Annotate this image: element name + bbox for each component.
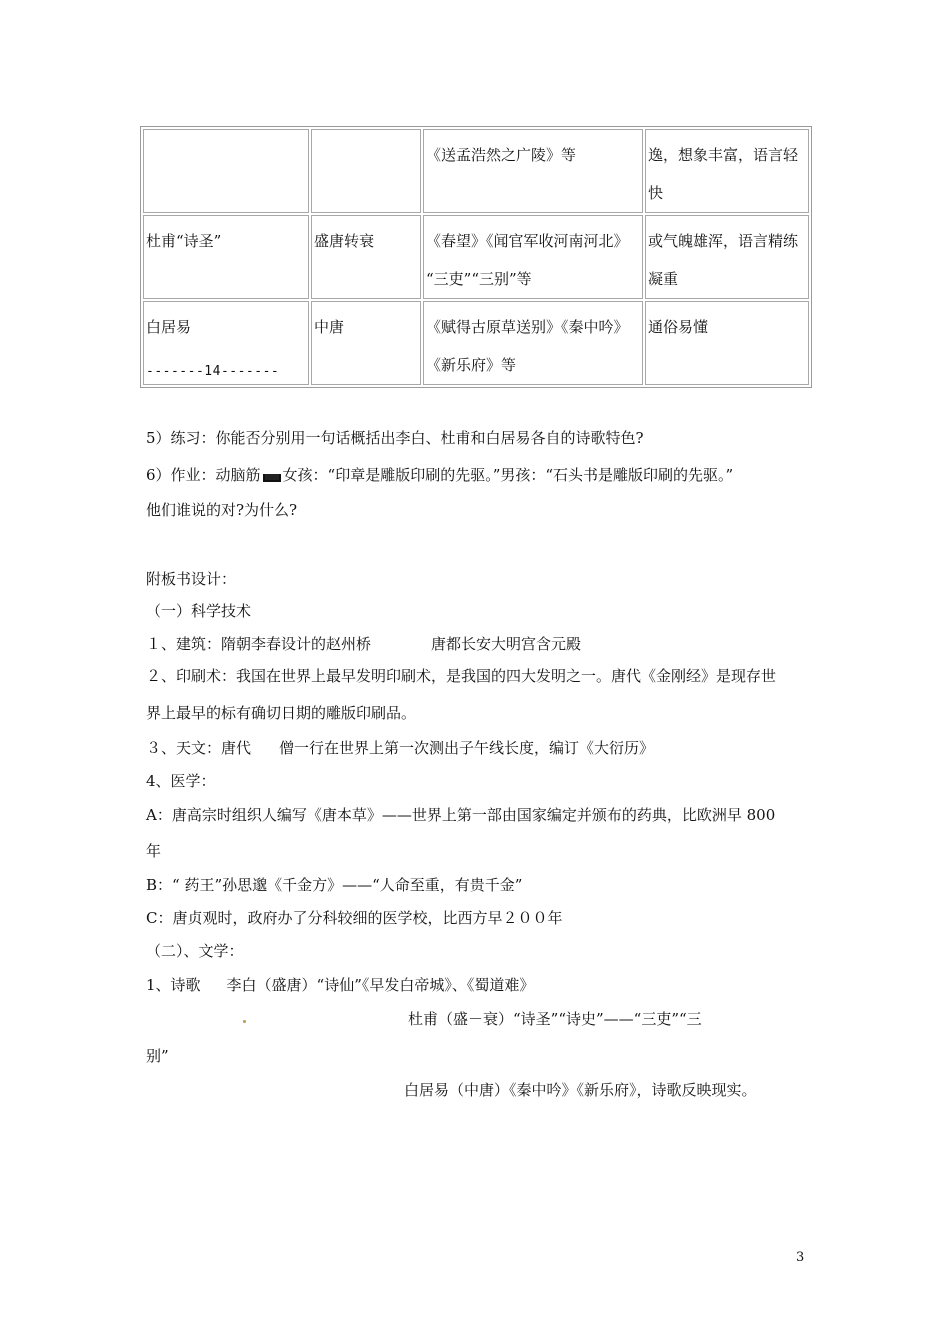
cell-text: 《送孟浩然之广陵》等 xyxy=(426,146,577,164)
poetry-label: 1、诗歌 xyxy=(146,976,201,994)
cell-text: 或气魄雄浑，语言精练 xyxy=(648,232,799,250)
cell-text: 《新乐府》等 xyxy=(426,356,517,374)
poetry-dufu-line2: 别” xyxy=(146,1047,169,1065)
table-cell-period xyxy=(311,215,421,299)
table-cell-poet xyxy=(143,215,309,299)
homework-line xyxy=(146,465,733,485)
cell-text: 杜甫“诗圣” xyxy=(146,232,222,250)
cell-text: 中唐 xyxy=(314,318,345,336)
poets-table xyxy=(140,126,812,388)
redaction-mark-icon xyxy=(263,474,281,482)
section-science-title: （一）科学技术 xyxy=(146,602,252,620)
table-cell-works xyxy=(423,215,643,299)
homework-prefix: 6）作业：动脑筋 xyxy=(146,466,261,484)
table-cell-style xyxy=(645,215,809,299)
cell-text: 盛唐转衰 xyxy=(314,232,375,250)
table-cell-period xyxy=(311,129,421,213)
cell-text: 通俗易懂 xyxy=(648,318,709,336)
poetry-libai-text: 李白（盛唐）“诗仙”《早发白帝城》、《蜀道难》 xyxy=(226,976,535,994)
poetry-baijuyi: 白居易（中唐）《秦中吟》《新乐府》，诗歌反映现实。 xyxy=(404,1081,757,1099)
item-architecture-a: １、建筑：隋朝李春设计的赵州桥 xyxy=(146,635,372,653)
table-cell-style xyxy=(645,129,809,213)
item-medicine-c: C：唐贞观时，政府办了分科较细的医学校，比西方早２００年 xyxy=(146,909,563,927)
poetry-dufu-line1: 杜甫（盛－衰）“诗圣”“诗史”——“三吏”“三 xyxy=(408,1010,702,1028)
item-medicine-a-line1: A：唐高宗时组织人编写《唐本草》——世界上第一部由国家编定并颁布的药典，比欧洲早 800 xyxy=(146,806,776,824)
cell-text: 《赋得古原草送别》《秦中吟》 xyxy=(426,318,629,336)
poetry-libai xyxy=(146,975,534,995)
item-medicine-b: B：“ 药王”孙思邈《千金方》——“人命至重，有贵千金” xyxy=(146,876,523,894)
cell-text: 快 xyxy=(648,184,664,202)
table-cell-style xyxy=(645,301,809,385)
section-literature-title: （二）、文学： xyxy=(146,942,244,960)
cell-text: 凝重 xyxy=(648,270,679,288)
poets-table-body xyxy=(143,129,809,385)
board-design-title: 附板书设计： xyxy=(146,570,237,588)
homework-question: 他们谁说的对?为什么? xyxy=(146,501,298,519)
table-row xyxy=(143,129,809,213)
item-astronomy xyxy=(146,738,654,758)
item-printing-line2: 界上最早的标有确切日期的雕版印刷品。 xyxy=(146,704,417,722)
page-number: 3 xyxy=(796,1250,805,1265)
item-astronomy-a: ３、天文：唐代 xyxy=(146,739,252,757)
table-cell-works xyxy=(423,129,643,213)
item-astronomy-b: 僧一行在世界上第一次测出子午线长度，编订《大衍历》 xyxy=(279,739,655,757)
item-medicine-a-line2: 年 xyxy=(146,842,162,860)
item-printing-line1: ２、印刷术：我国在世界上最早发明印刷术，是我国的四大发明之一。唐代《金刚经》是现存世 xyxy=(146,667,777,685)
cell-text: 逸，想象丰富，语言轻 xyxy=(648,146,799,164)
item-architecture-b: 唐都长安大明宫含元殿 xyxy=(431,635,582,653)
cell-text: 《春望》《闻官军收河南河北》 xyxy=(426,232,629,250)
table-row xyxy=(143,215,809,299)
table-cell-poet xyxy=(143,129,309,213)
cell-text: 白居易 xyxy=(146,318,192,336)
item-architecture xyxy=(146,634,581,654)
exercise-line: 5）练习：你能否分别用一句话概括出李白、杜甫和白居易各自的诗歌特色? xyxy=(146,429,644,447)
item-medicine-title: 4、医学： xyxy=(146,772,216,790)
table-cell-works xyxy=(423,301,643,385)
table-cell-period xyxy=(311,301,421,385)
homework-dialogue: 女孩：“印章是雕版印刷的先驱。”男孩：“石头书是雕版印刷的先驱。” xyxy=(282,466,734,484)
cell-text: “三吏”“三别”等 xyxy=(426,270,532,288)
page-separator: -------14------- xyxy=(146,364,280,379)
stray-dot xyxy=(243,1020,246,1023)
